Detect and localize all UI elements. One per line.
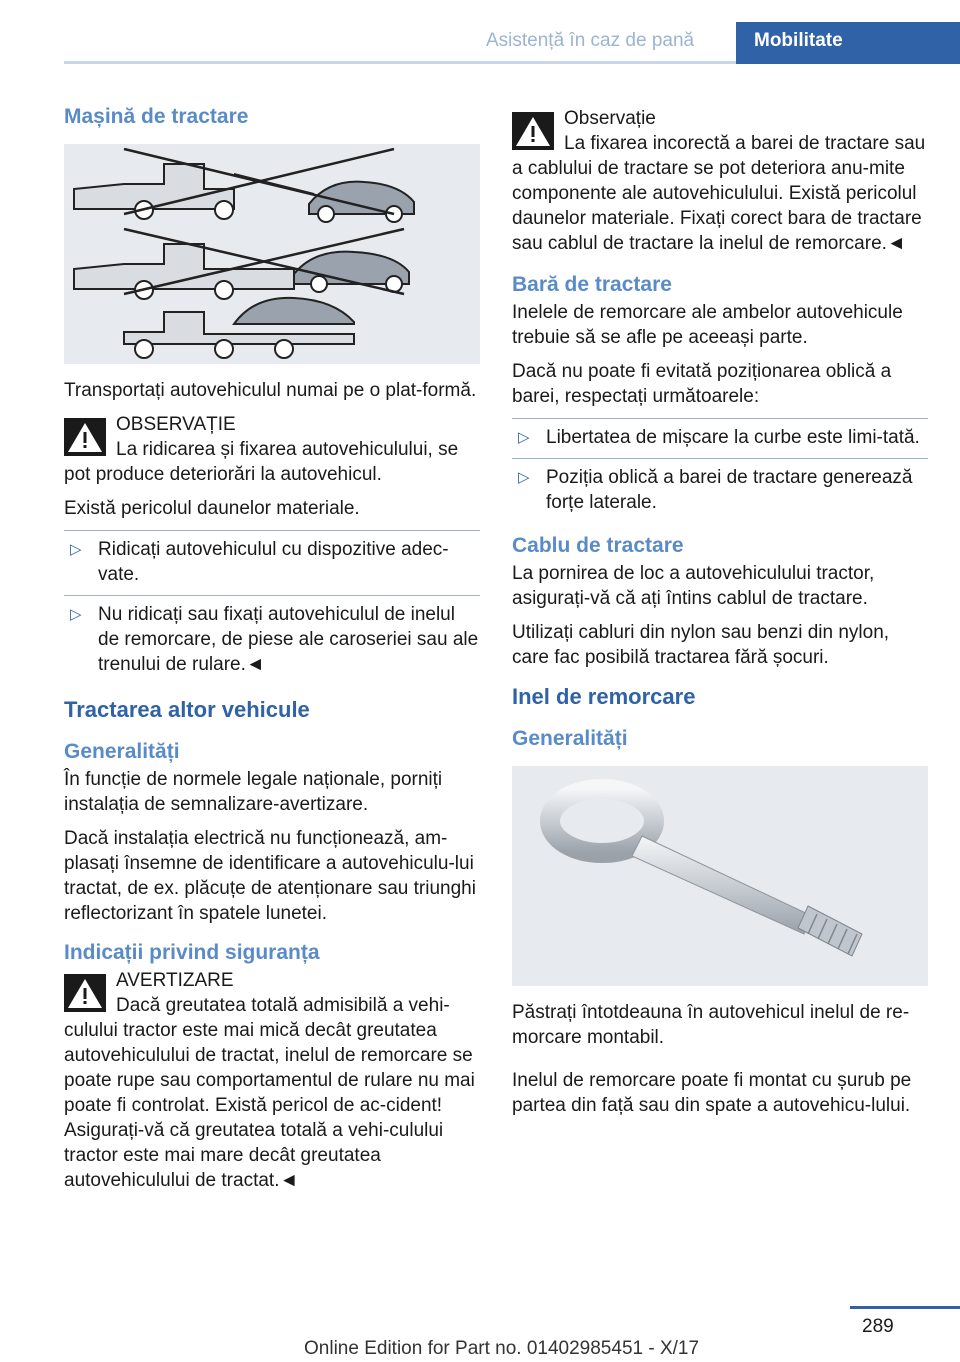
right-column	[512, 106, 928, 1127]
bullet-triangle-icon: ▷	[70, 541, 82, 558]
heading-tow-ring: Inel de remorcare	[512, 684, 696, 709]
left-column	[64, 98, 480, 1202]
header-chapter-tab: Mobilitate	[736, 22, 960, 64]
notice-box-1	[64, 412, 480, 487]
warning-triangle-icon	[512, 112, 554, 150]
list-item-text: Nu ridicați sau fixați autovehiculul de inelul de remorcare, de piese ale caroseriei sau ale trenului de rulare.◄	[98, 604, 479, 675]
heading-tow-bar: Bară de tractare	[512, 273, 672, 296]
footer-edition: Online Edition for Part no. 01402985451 - X/17	[304, 1338, 700, 1359]
ring-text-2: Inelul de remorcare poate fi montat cu șurub pe partea din față sau din spate a autovehicu-lului.	[512, 1070, 912, 1116]
page-number-rule	[850, 1306, 960, 1309]
list-item-text: Libertatea de mișcare la curbe este limi-tată.	[546, 427, 920, 448]
list-item-text: Ridicați autovehiculul cu dispozitive adec-vate.	[98, 539, 449, 585]
warning-text: Dacă greutatea totală admisibilă a vehi-culului tractor este mai mică decât greutatea autovehiculului de tractat, inelul de remorcare se poate rupe sau comportamentul de rulare nu mai poate fi controlat. Există pericol de ac-cident! Asigurați-vă că greutatea totală a vehi-culului tractor este mai mare decât greutatea autovehiculului de tractat.◄	[64, 995, 475, 1191]
notice-title: OBSERVAȚIE	[116, 414, 236, 435]
notice-box-2	[512, 106, 928, 256]
warning-title: AVERTIZARE	[116, 970, 234, 991]
warning-triangle-icon	[64, 974, 106, 1012]
header-section-title: Asistență în caz de pană	[486, 30, 695, 51]
notice-text: La ridicarea și fixarea autovehiculului, se pot produce deteriorări la autovehicul.	[64, 439, 459, 485]
ring-text-1: Păstrați întotdeauna în autovehicul inelul de re-morcare montabil.	[512, 1002, 910, 1048]
general-text-2: Dacă instalația electrică nu funcționează, am-plasați însemne de identificare a autovehiculu-lui tractat, de ex. plăcuțe de atenționare sau triunghi reflectorizant în spatele lunetei.	[64, 828, 476, 924]
heading-safety: Indicații privind siguranța	[64, 941, 320, 964]
heading-general: Generalități	[64, 740, 180, 763]
list-item	[64, 595, 480, 685]
tow-truck-drawing	[64, 144, 480, 364]
list-item	[512, 418, 928, 458]
left-bullet-list	[64, 530, 480, 685]
heading-tow-cable: Cablu de tractare	[512, 534, 684, 557]
list-item	[512, 458, 928, 523]
list-item-text: Poziția oblică a barei de tractare generează forțe laterale.	[546, 467, 913, 513]
tow-ring-drawing	[512, 766, 928, 986]
notice-title: Observație	[564, 108, 656, 129]
bullet-triangle-icon: ▷	[70, 606, 82, 623]
heading-tow-others: Tractarea altor vehicule	[64, 697, 310, 722]
platform-text: Transportați autovehiculul numai pe o plat-formă.	[64, 380, 477, 401]
warning-triangle-icon	[64, 418, 106, 456]
cable-text-2: Utilizați cabluri din nylon sau benzi din nylon, care fac posibilă tractarea fără șocuri.	[512, 622, 890, 668]
warning-box	[64, 968, 480, 1193]
right-bullet-list	[512, 418, 928, 523]
bullet-triangle-icon: ▷	[518, 469, 530, 486]
damage-text: Există pericolul daunelor materiale.	[64, 498, 360, 519]
tow-truck-illustration	[64, 144, 480, 364]
cable-text-1: La pornirea de loc a autovehiculului tractor, asigurați-vă că ați întins cablul de tractare.	[512, 563, 875, 609]
bar-text-1: Inelele de remorcare ale ambelor autovehicule trebuie să se afle pe aceeași parte.	[512, 302, 903, 348]
bar-text-2: Dacă nu poate fi evitată poziționarea oblică a barei, respectați următoarele:	[512, 361, 892, 407]
notice-text: La fixarea incorectă a barei de tractare sau a cablului de tractare se pot deteriora anu-mite componente ale autovehiculului. Există pericolul daunelor materiale. Fixați corect bara de tractare sau cablul de tractare la inelul de remorcare.◄	[512, 133, 926, 254]
heading-ring-general: Generalități	[512, 727, 628, 750]
bullet-triangle-icon: ▷	[518, 429, 530, 446]
page-number: 289	[862, 1316, 894, 1337]
list-item	[64, 530, 480, 595]
general-text-1: În funcție de normele legale naționale, porniți instalația de semnalizare-avertizare.	[64, 769, 443, 815]
tow-ring-illustration	[512, 766, 928, 986]
heading-tow-truck: Mașină de tractare	[64, 105, 249, 128]
